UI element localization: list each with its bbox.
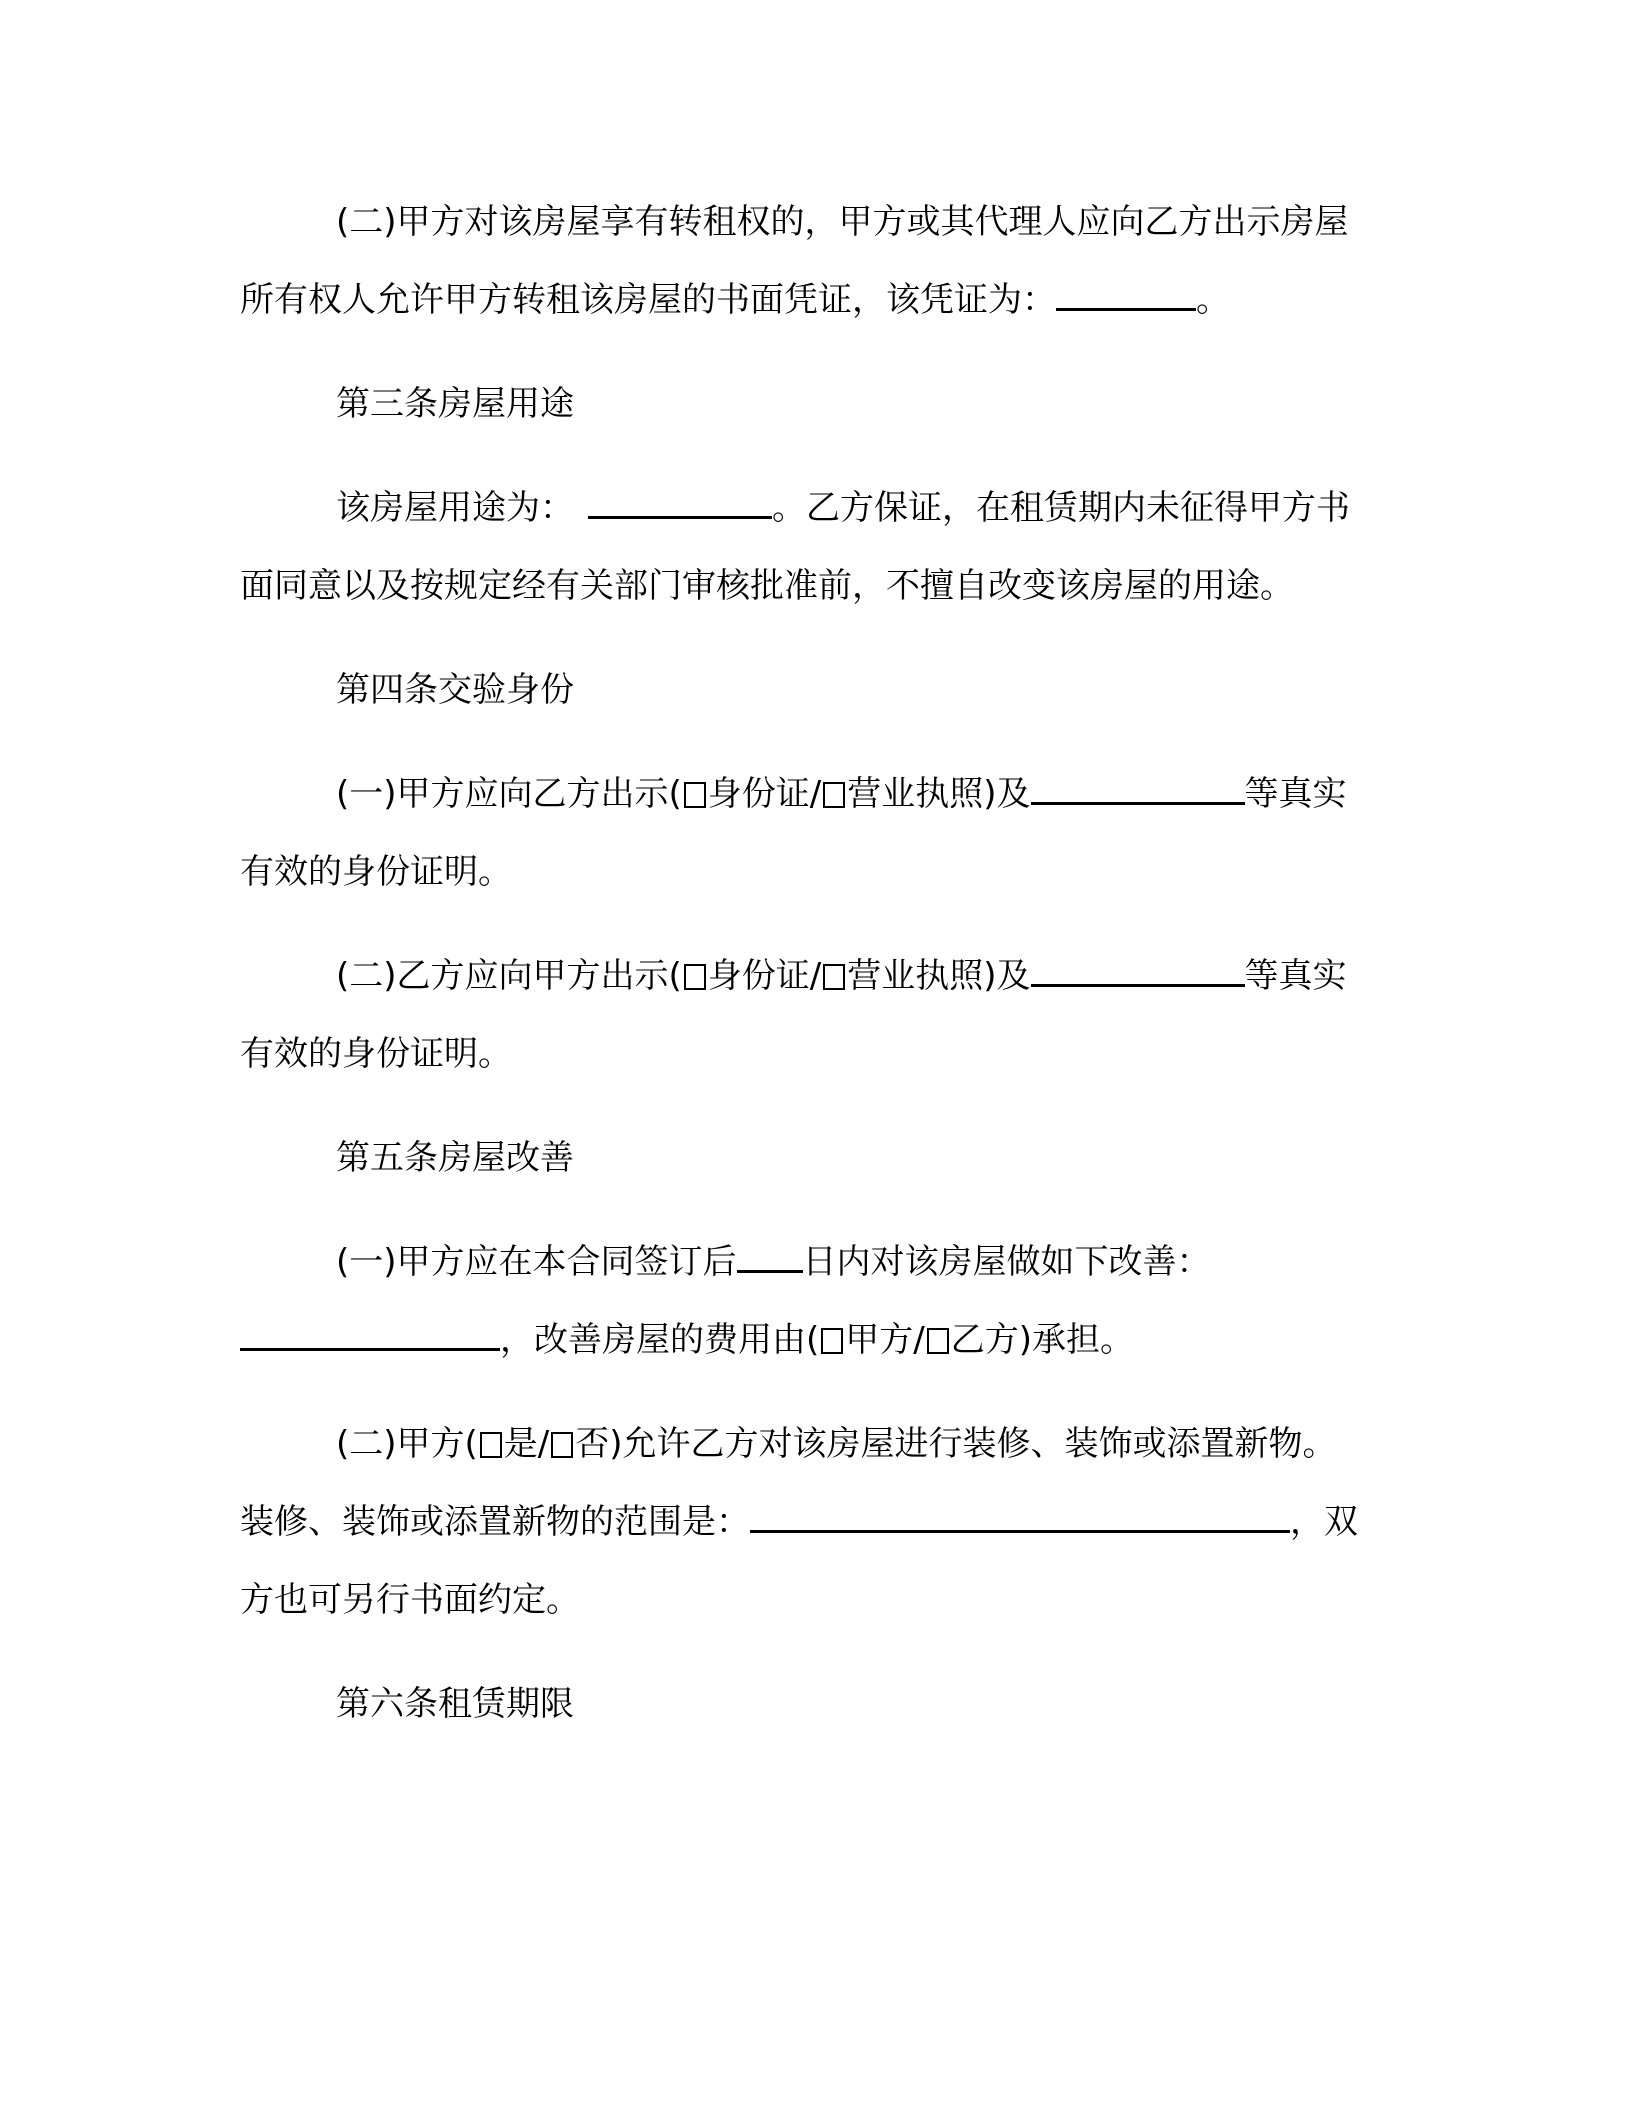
blank-field[interactable] xyxy=(1031,954,1245,987)
paragraph-text: 营业执照)及 xyxy=(847,956,1031,996)
checkbox-id-card[interactable] xyxy=(684,782,706,808)
paragraph-text: 等真实有效的身份证明。 xyxy=(240,956,1347,1074)
paragraph-text: 日内对该房屋做如下改善： xyxy=(802,1242,1211,1282)
paragraph-text: (一)甲方应向乙方出示( xyxy=(336,774,682,814)
document-body xyxy=(240,183,1370,1769)
article-5-heading: 第五条房屋改善 xyxy=(336,1138,574,1178)
paragraph-house-use xyxy=(240,469,1370,625)
paragraph-party-b-identity xyxy=(240,937,1370,1093)
checkbox-id-card[interactable] xyxy=(684,964,706,990)
paragraph-party-a-identity xyxy=(240,755,1370,911)
blank-field[interactable] xyxy=(1031,772,1245,805)
paragraph-text: 该房屋用途为： xyxy=(336,488,574,528)
paragraph-text: 。乙方保证，在租赁期内未征得甲方书面同意以及按规定经有关部门审核批准前，不擅自改变该房屋的用途。 xyxy=(240,488,1350,606)
paragraph-text: ，双方也可另行书面约定。 xyxy=(240,1502,1358,1620)
paragraph-text: (一)甲方应在本合同签订后 xyxy=(336,1242,737,1282)
blank-field[interactable] xyxy=(588,486,772,519)
blank-field[interactable] xyxy=(240,1318,500,1351)
blank-field[interactable] xyxy=(737,1240,803,1273)
paragraph-text: (二)甲方( xyxy=(336,1424,478,1464)
paragraph-text: ，改善房屋的费用由( xyxy=(500,1320,820,1360)
paragraph-house-improvement xyxy=(240,1223,1370,1379)
checkbox-business-license[interactable] xyxy=(823,782,845,808)
checkbox-party-a[interactable] xyxy=(821,1328,843,1354)
blank-field[interactable] xyxy=(1056,278,1196,311)
checkbox-party-b[interactable] xyxy=(927,1328,949,1354)
paragraph-text: 乙方)承担。 xyxy=(950,1320,1134,1360)
paragraph-text: (二)甲方对该房屋享有转租权的，甲方或其代理人应向乙方出示房屋所有权人允许甲方转租该房屋的书面凭证，该凭证为： xyxy=(240,202,1349,320)
article-6-heading: 第六条租赁期限 xyxy=(336,1684,574,1724)
paragraph-text: 等真实有效的身份证明。 xyxy=(240,774,1347,892)
paragraph-text: 身份证/ xyxy=(707,774,822,814)
checkbox-yes[interactable] xyxy=(480,1432,502,1458)
article-3-heading: 第三条房屋用途 xyxy=(336,384,574,424)
checkbox-no[interactable] xyxy=(551,1432,573,1458)
paragraph-sublease-proof xyxy=(240,183,1370,339)
paragraph-text: 否)允许乙方对该房屋进行装修、装饰或添置新物。装修、装饰或添置新物的范围是： xyxy=(240,1424,1337,1542)
paragraph-text: 身份证/ xyxy=(707,956,822,996)
paragraph-text: 营业执照)及 xyxy=(847,774,1031,814)
checkbox-business-license[interactable] xyxy=(823,964,845,990)
paragraph-text: (二)乙方应向甲方出示( xyxy=(336,956,682,996)
paragraph-text: 。 xyxy=(1196,280,1230,320)
paragraph-text: 是/ xyxy=(503,1424,550,1464)
blank-field[interactable] xyxy=(750,1500,1290,1533)
paragraph-text: 甲方/ xyxy=(845,1320,925,1360)
article-4-heading: 第四条交验身份 xyxy=(336,670,574,710)
paragraph-decoration xyxy=(240,1405,1370,1639)
